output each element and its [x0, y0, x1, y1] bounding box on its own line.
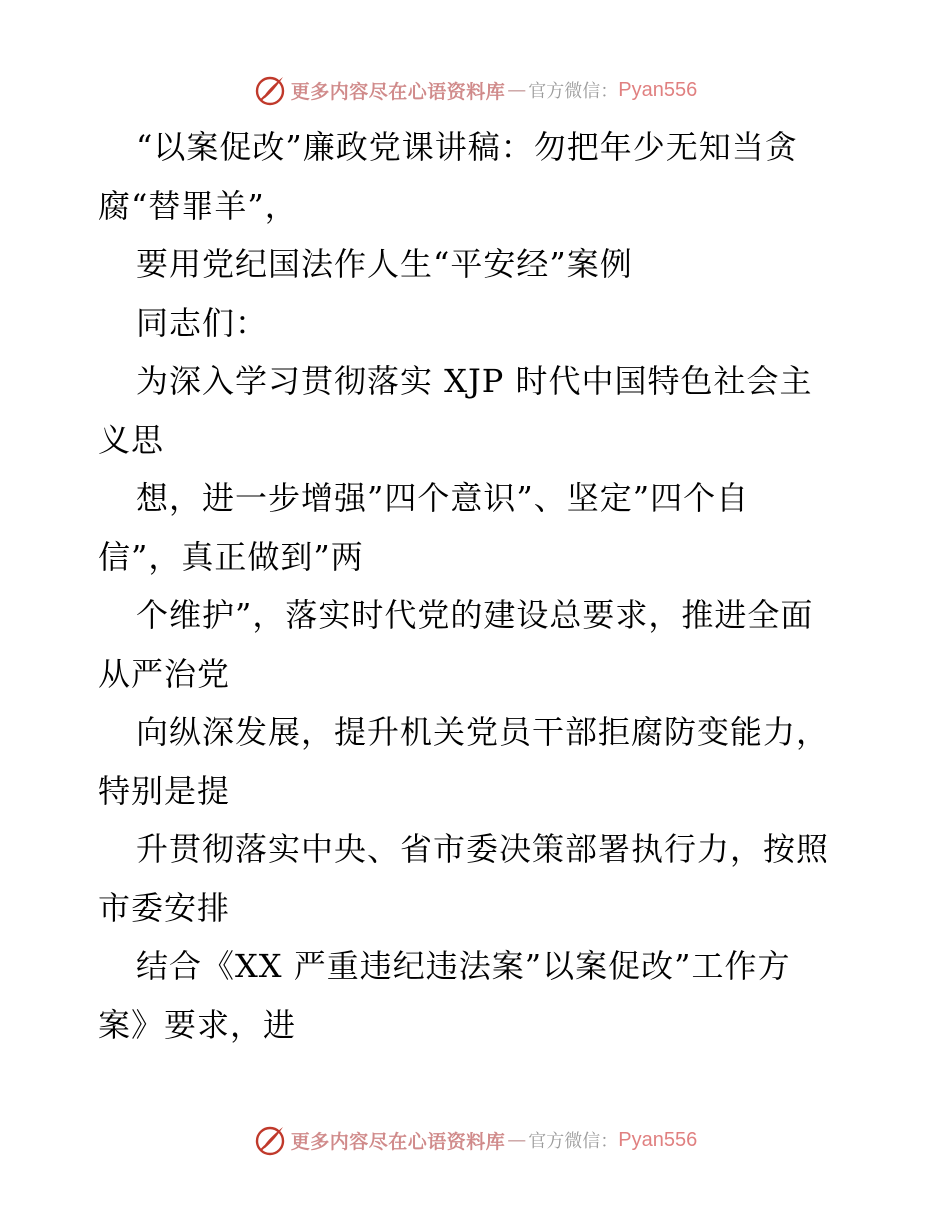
text-line-14: 市委安排: [98, 888, 231, 927]
feather-pen-logo-icon: [253, 73, 287, 107]
text-line-15: 结合《XX 严重违纪违法案”以案促改”工作方: [136, 947, 791, 985]
watermark-separator: —: [507, 79, 527, 101]
text-line-1: “以案促改”廉政党课讲稿：勿把年少无知当贪: [136, 128, 798, 166]
watermark-id: Pyan556: [618, 1128, 698, 1151]
text-line-8: 信”，真正做到”两: [98, 537, 364, 576]
feather-pen-logo-icon: [253, 1123, 287, 1157]
text-line-10: 从严治党: [98, 654, 231, 693]
watermark-text: 更多内容尽在心语资料库: [290, 80, 506, 103]
text-line-9: 个维护”，落实时代党的建设总要求，推进全面: [136, 596, 814, 634]
watermark-separator: —: [507, 1129, 527, 1151]
text-line-3: 要用党纪国法作人生“平安经”案例: [136, 245, 633, 283]
header-watermark: [0, 70, 950, 110]
text-line-6: 义思: [98, 420, 165, 459]
text-line-4: 同志们：: [136, 303, 269, 342]
document-body: [98, 118, 858, 1054]
watermark-text: 更多内容尽在心语资料库: [290, 1130, 506, 1153]
watermark-label: 官方微信：: [528, 1131, 619, 1152]
text-line-7: 想，进一步增强”四个意识”、坚定”四个自: [136, 479, 750, 517]
text-line-5: 为深入学习贯彻落实 XJP 时代中国特色社会主: [136, 362, 813, 400]
footer-watermark: [0, 1120, 950, 1160]
text-line-16: 案》要求，进: [98, 1005, 297, 1044]
text-line-2: 腐“替罪羊”，: [98, 186, 298, 225]
watermark-label: 官方微信：: [528, 81, 619, 102]
text-line-13: 升贯彻落实中央、省市委决策部署执行力，按照: [136, 830, 830, 868]
text-line-11: 向纵深发展，提升机关党员干部拒腐防变能力，: [136, 713, 830, 751]
watermark-id: Pyan556: [618, 78, 698, 101]
text-line-12: 特别是提: [98, 771, 231, 810]
